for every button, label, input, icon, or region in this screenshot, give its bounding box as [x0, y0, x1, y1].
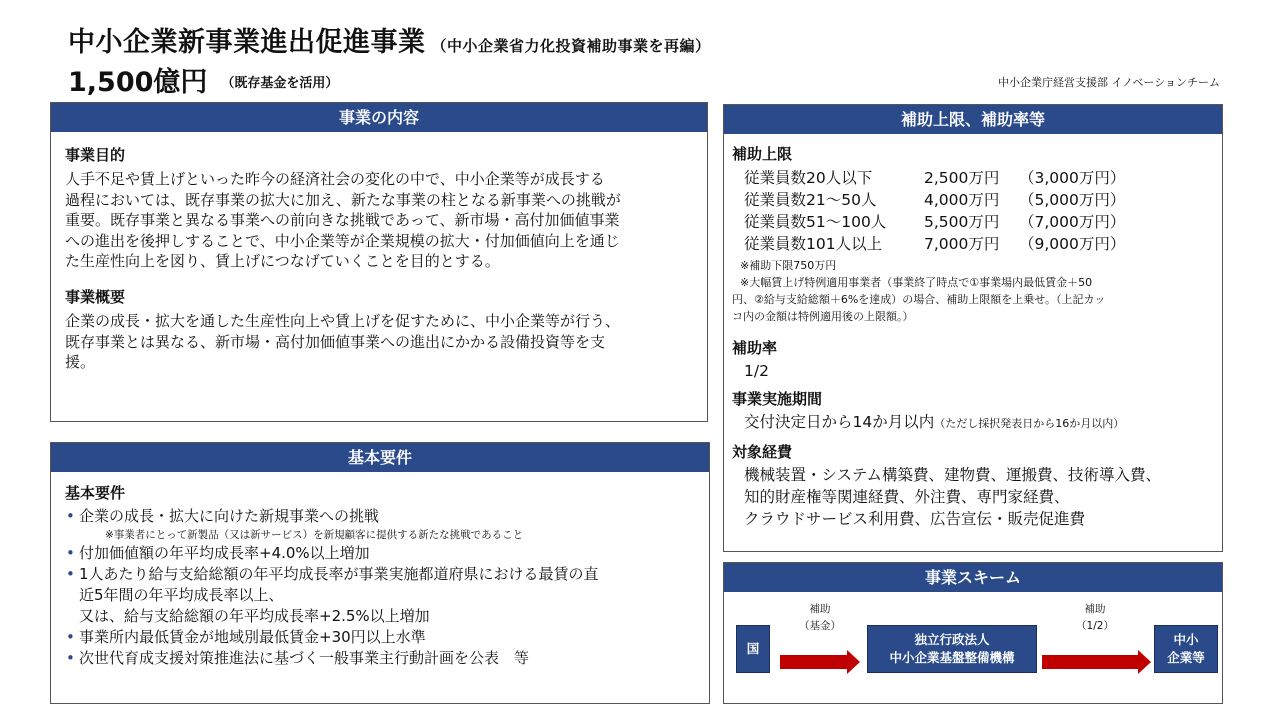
amount-sub: （既存基金を活用）: [221, 76, 339, 91]
page-title: [68, 20, 711, 59]
limit-special: （3,000万円）: [1019, 169, 1126, 187]
limit-label: 従業員数51～100人: [744, 213, 887, 231]
limit-label: 従業員数20人以下: [744, 169, 873, 187]
requirement-item: • 事業所内最低賃金が地域別最低賃金+30円以上水準: [65, 627, 695, 648]
overview-text: [65, 311, 693, 373]
cost-line: 機械装置・システム構築費、建物費、運搬費、技術導入費、: [744, 466, 1161, 484]
subsidy-panel: [723, 104, 1223, 552]
limit-label: 従業員数21～50人: [744, 191, 877, 209]
arrow-label-line: （1/2）: [1076, 620, 1114, 632]
requirement-item: • 企業の成長・拡大に向けた新規事業への挑戦: [65, 506, 695, 527]
arrow-label-line: 補助: [809, 603, 831, 615]
scheme-node-government: 国: [736, 625, 770, 673]
purpose-line: 重要。既存事業と異なる事業への前向きな挑戦であって、新市場・高付加価値事業: [65, 211, 620, 230]
requirement-note: ※事業者にとって新製品（又は新サービス）を新規顧客に提供する新たな挑戦であること: [105, 529, 524, 541]
limit-special: （5,000万円）: [1019, 191, 1126, 209]
limit-amount: 4,000万円: [924, 191, 1000, 209]
requirement-item: • 次世代育成支援対策推進法に基づく一般事業主行動計画を公表 等: [65, 648, 695, 669]
scheme-panel: [723, 562, 1223, 704]
purpose-title: 事業目的: [65, 146, 126, 164]
overview-line: 既存事業とは異なる、新市場・高付加価値事業への進出にかかる設備投資等を支: [65, 332, 606, 351]
limit-row: [732, 189, 1214, 211]
limit-amount: 5,500万円: [924, 213, 1000, 231]
limit-title: 補助上限: [732, 145, 793, 163]
period-title: 事業実施期間: [732, 390, 823, 408]
limit-amount: 7,000万円: [924, 235, 1000, 253]
limit-row: [732, 167, 1214, 189]
scheme-arrow-1: [780, 655, 848, 669]
period-text: 交付決定日から14か月以内: [744, 413, 935, 431]
requirements-panel: [50, 442, 710, 704]
title-main: 中小企業新事業進出促進事業: [68, 27, 426, 58]
requirement-item-cont: 近5年間の年平均成長率以上、: [79, 586, 284, 604]
amount-value: 1,500億円: [68, 67, 208, 98]
title-sub: （中小企業省力化投資補助事業を再編）: [431, 37, 711, 55]
purpose-line: 過程においては、既存事業の拡大に加え、新たな事業の柱となる新事業への挑戦が: [65, 190, 621, 209]
subsidy-panel-header: 補助上限、補助率等: [724, 105, 1222, 134]
requirement-item-cont: 又は、給与支給総額の年平均成長率+2.5%以上増加: [79, 607, 430, 625]
content-panel-header: 事業の内容: [51, 103, 707, 132]
cost-title: 対象経費: [732, 443, 793, 461]
limit-amount: 2,500万円: [924, 169, 1000, 187]
rate-value: 1/2: [744, 362, 769, 380]
overview-title: 事業概要: [65, 287, 126, 306]
requirements-panel-header: 基本要件: [51, 443, 709, 472]
limit-note: ※大幅賃上げ特例適用事業者（事業終了時点で①事業場内最低賃金＋50: [740, 276, 1093, 289]
cost-line: クラウドサービス利用費、広告宣伝・販売促進費: [744, 510, 1086, 528]
limit-label: 従業員数101人以上: [744, 235, 883, 253]
period-value: [732, 411, 1214, 435]
content-panel: [50, 102, 708, 422]
purpose-text: [65, 169, 693, 272]
scheme-arrow-label-1: [790, 601, 850, 635]
scheme-node-sme: [1154, 625, 1218, 673]
budget-amount: [68, 60, 338, 99]
node-line: 中小: [1173, 632, 1199, 647]
arrow-label-line: 補助: [1084, 603, 1106, 615]
limit-row: [732, 211, 1214, 233]
limit-note: ※補助下限750万円: [740, 259, 837, 272]
limit-note: 円、②給与支給総額＋6%を達成）の場合、補助上限額を上乗せ。（上記カッ: [732, 293, 1106, 306]
cost-line: 知的財産権等関連経費、外注費、専門家経費、: [744, 488, 1070, 506]
limit-special: （9,000万円）: [1019, 235, 1126, 253]
overview-line: 企業の成長・拡大を通した生産性向上や賃上げを促すために、中小企業等が行う、: [65, 311, 621, 330]
requirement-item: • 付加価値額の年平均成長率+4.0%以上増加: [65, 543, 695, 564]
scheme-node-smrj: [867, 625, 1037, 673]
purpose-line: 人手不足や賃上げといった昨今の経済社会の変化の中で、中小企業等が成長する: [65, 170, 605, 188]
period-note: （ただし採択発表日から16か月以内）: [934, 417, 1125, 430]
scheme-arrow-label-2: [1065, 601, 1125, 635]
arrow-label-line: （基金）: [799, 620, 841, 632]
node-line: 企業等: [1167, 650, 1205, 665]
limit-note: コ内の金額は特例適用後の上限額。）: [732, 310, 914, 323]
requirement-item: • 1人あたり給与支給総額の年平均成長率が事業実施都道府県における最賃の直: [65, 564, 695, 585]
node-line: 独立行政法人: [914, 632, 990, 647]
rate-title: 補助率: [732, 339, 778, 357]
scheme-arrow-2: [1042, 655, 1139, 669]
limit-special: （7,000万円）: [1019, 213, 1126, 231]
overview-line: 援。: [65, 353, 96, 372]
scheme-panel-header: 事業スキーム: [724, 563, 1222, 592]
limit-row: [732, 233, 1214, 255]
purpose-line: への進出を後押しすることで、中小企業等が企業規模の拡大・付加価値向上を通じ: [65, 231, 620, 250]
node-line: 中小企業基盤整備機構: [889, 650, 1015, 665]
purpose-line: た生産性向上を図り、賃上げにつなげていくことを目的とする。: [65, 252, 500, 271]
requirements-title: 基本要件: [65, 484, 126, 502]
department-label: 中小企業庁経営支援部 イノベーションチーム: [998, 76, 1220, 89]
